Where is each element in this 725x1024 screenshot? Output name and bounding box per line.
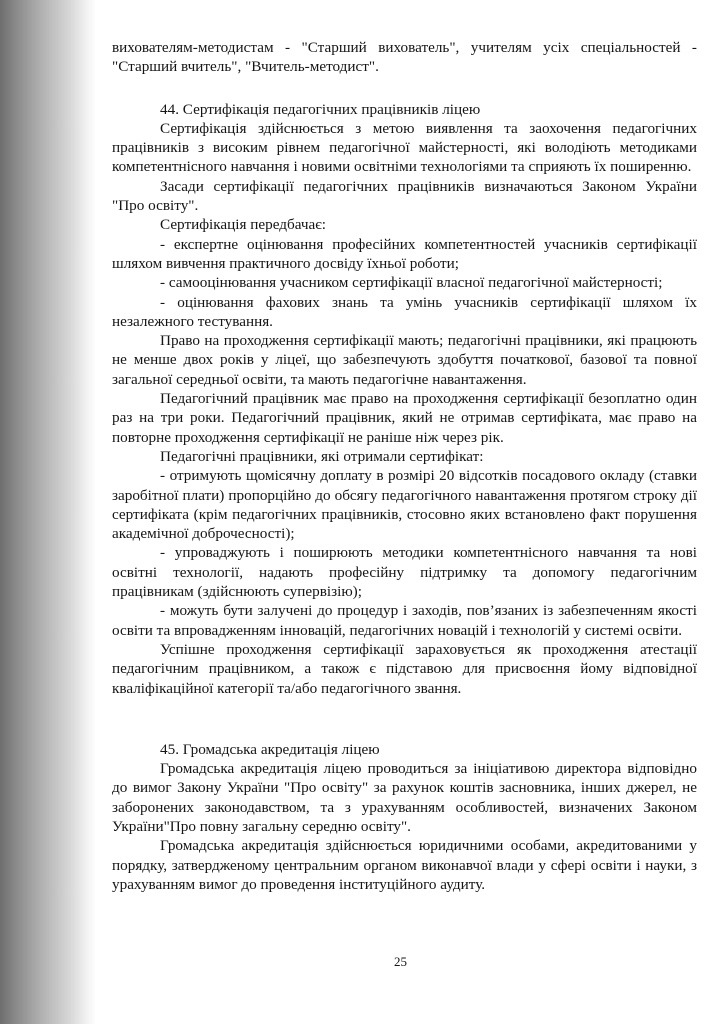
section-44-bullet-5: - упроваджують і поширюють методики компетентнісного навчання та нові освітні технології, надають професійну підтримку та допомогу педагогічним працівникам (здійснюють супервізію); <box>112 544 697 601</box>
section-44-paragraph-6: Педагогічні працівники, які отримали сертифікат: <box>160 447 484 465</box>
section-44-paragraph-3: Сертифікація передбачає: <box>160 216 327 234</box>
document-page <box>112 38 697 894</box>
section-44-bullet-3: - оцінювання фахових знань та умінь учасників сертифікації шляхом їх незалежного тестування. <box>112 293 697 330</box>
section-44-bullet-1: - експертне оцінювання професійних компетентностей учасників сертифікації шляхом вивчення практичного досвіду їхньої роботи; <box>112 235 697 272</box>
section-45-paragraph-2: Громадська акредитація здійснюється юридичними особами, акредитованими у порядку, затвердженому центральним органом виконавчої влади у сфері освіти і науки, з урахуванням вимог до проведення інституційного аудиту. <box>112 837 697 893</box>
section-44-paragraph-2: Засади сертифікації педагогічних працівників визначаються Законом України "Про освіту". <box>112 177 697 215</box>
section-44-bullet-4: - отримують щомісячну доплату в розмірі 20 відсотків посадового окладу (ставки заробітної плати) пропорційно до обсягу педагогічного навантаження протягом строку дії сертифіката (крім педагогічних працівників, стосовно яких встановлено факт порушення академічної доброчесності); <box>112 467 697 543</box>
section-44-paragraph-7: Успішне проходження сертифікації зараховується як проходження атестації педагогічним працівником, а також є підставою для присвоєння йому відповідної кваліфікаційної категорії та/або педагогічного звання. <box>112 640 697 697</box>
section-44-paragraph-5: Педагогічний працівник має право на проходження сертифікації безоплатно один раз на три роки. Педагогічний працівник, який не отримав сертифіката, має право на повторне проходження сертифікації не раніше ніж через рік. <box>112 390 697 446</box>
section-44-heading: 44. Сертифікація педагогічних працівників ліцею <box>160 100 481 118</box>
intro-paragraph: вихователям-методистам - "Старший вихователь", учителям усіх спеціальностей - "Старший вчитель", "Вчитель-методист". <box>112 39 697 76</box>
section-44-paragraph-4: Право на проходження сертифікації мають; педагогічні працівники, які працюють не менше двох років у ліцеї, що забезпечують здобуття початкової, базової та повної загальної середньої освіти, та мають педагогічне навантаження. <box>112 332 697 388</box>
section-45-heading: 45. Громадська акредитація ліцею <box>160 740 380 758</box>
section-44-bullet-6: - можуть бути залучені до процедур і заходів, пов’язаних із забезпеченням якості освіти та впровадженням інновацій, педагогічних новацій і технологій у системі освіти. <box>112 602 697 639</box>
section-44-paragraph-1: Сертифікація здійснюється з метою виявлення та заохочення педагогічних працівників з високим рівнем педагогічної майстерності, які володіють методиками компетентнісного навчання і новими освітніми технологіями та сприяють їх поширенню. <box>112 119 697 176</box>
section-45-paragraph-1: Громадська акредитація ліцею проводиться за ініціативою директора відповідно до вимог Закону України "Про освіту" за рахунок коштів засновника, інших джерел, не заборонених законодавством, та з урахуванням особливостей, визначених Законом України"Про повну загальну середню освіту". <box>112 760 697 835</box>
page-number: 25 <box>394 954 407 969</box>
section-44-bullet-2: - самооцінювання учасником сертифікації власної педагогічної майстерності; <box>160 274 663 292</box>
book-spine-shadow <box>0 0 95 1024</box>
